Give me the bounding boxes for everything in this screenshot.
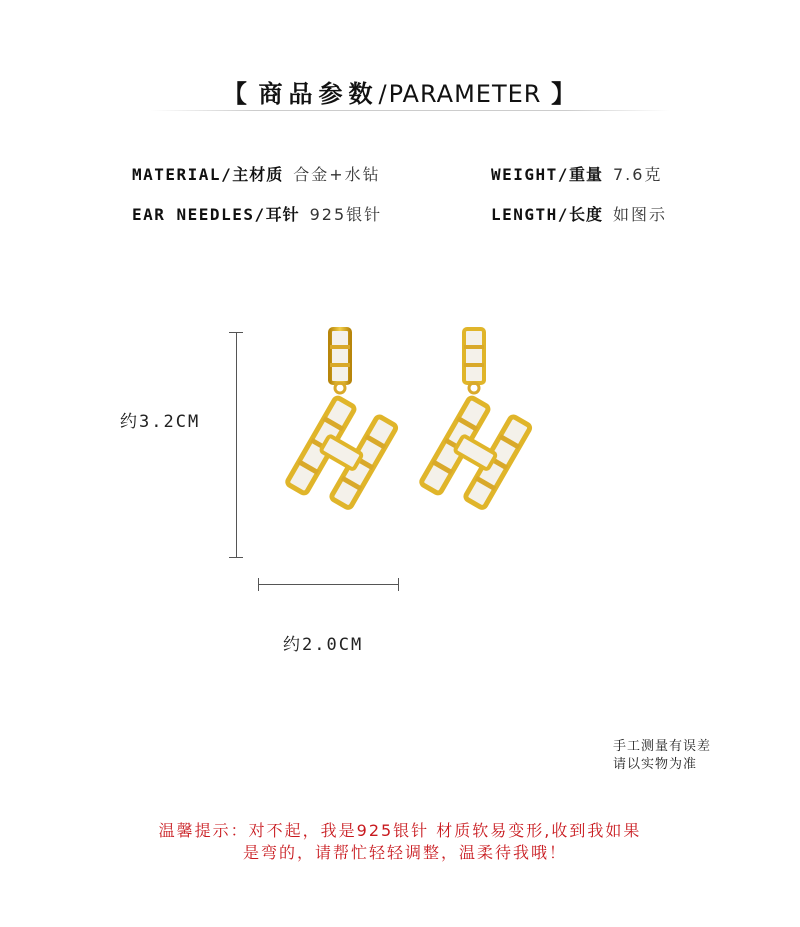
earring-h-crossbar (454, 435, 496, 470)
page-title (0, 74, 800, 109)
title-open-bracket: 【 (222, 80, 249, 108)
earring-h-crossbar (320, 435, 362, 470)
param-ear-needles-key-cn: 耳针 (265, 205, 300, 224)
param-length (491, 202, 667, 225)
param-material-value: 合金+水钻 (293, 165, 381, 184)
title-divider (150, 110, 670, 111)
width-dimension-cap-right (398, 578, 399, 591)
height-label: 约3.2CM (120, 412, 201, 432)
measurement-note-line1: 手工测量有误差 (613, 739, 712, 754)
param-weight-value: 7.6克 (612, 165, 663, 184)
param-material-key-cn: 主材质 (232, 165, 284, 184)
param-ear-needles-key-en: EAR NEEDLES/ (132, 205, 266, 224)
width-dimension-cap-left (258, 578, 259, 591)
height-dimension-cap-top (229, 332, 243, 333)
width-dimension-line (258, 584, 398, 585)
param-length-key-cn: 长度 (568, 205, 603, 224)
param-weight-key-en: WEIGHT/ (491, 165, 569, 184)
title-en: PARAMETER (388, 80, 542, 108)
param-weight (491, 162, 662, 185)
param-material-key-en: MATERIAL/ (132, 165, 233, 184)
width-label: 约2.0CM (283, 635, 364, 655)
earring-post (330, 329, 350, 393)
param-weight-key-cn: 重量 (568, 165, 603, 184)
measurement-note-line2: 请以实物为准 (613, 757, 698, 772)
title-cn: 商品参数 (258, 80, 379, 108)
param-ear-needles-value: 925银针 (309, 205, 383, 224)
param-ear-needles (132, 202, 382, 225)
warm-tip-line1: 温馨提示：对不起，我是925银针 材质软易变形,收到我如果 (158, 821, 642, 840)
title-close-bracket: 】 (551, 80, 578, 108)
param-length-key-en: LENGTH/ (491, 205, 569, 224)
height-dimension-line (236, 333, 237, 557)
param-length-value: 如图示 (612, 205, 667, 224)
warm-tip (0, 820, 800, 864)
height-dimension-cap-bottom (229, 557, 243, 558)
measurement-note (613, 738, 711, 774)
title-separator: / (378, 80, 389, 108)
warm-tip-line2: 是弯的，请帮忙轻轻调整，温柔待我哦！ (242, 843, 567, 862)
h-letter-earring-icon (270, 325, 400, 515)
h-letter-earring-icon (408, 325, 538, 515)
param-material (132, 162, 381, 185)
earring-post (464, 329, 484, 393)
